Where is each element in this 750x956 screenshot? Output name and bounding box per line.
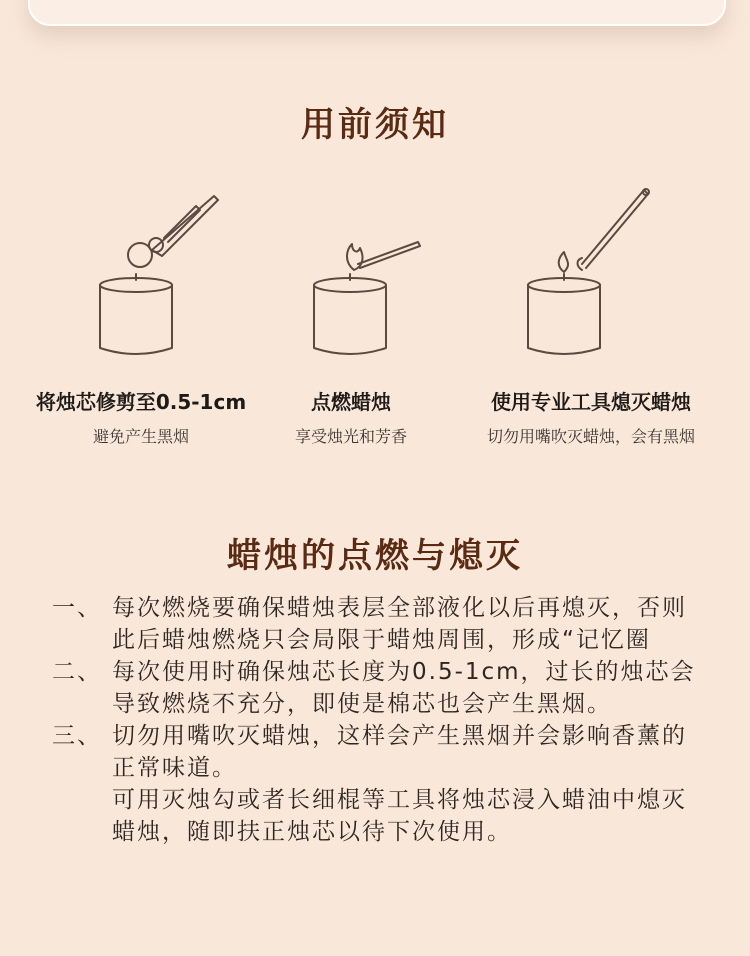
wick-dipper-candle-icon — [522, 180, 662, 370]
match-lighting-candle-icon — [308, 180, 448, 370]
step-desc: 享受烛光和芳香 — [294, 427, 407, 446]
top-card — [28, 0, 726, 26]
note-item — [52, 720, 712, 784]
step-title: 使用专业工具熄灭蜡烛 — [491, 390, 691, 414]
wick-trimmer-candle-icon — [96, 180, 236, 370]
section-title-lighting-extinguishing: 蜡烛的点燃与熄灭 — [227, 536, 523, 576]
note-number: 二、 — [52, 659, 102, 685]
section-title-before-use: 用前须知 — [301, 105, 449, 145]
step-desc: 切勿用嘴吹灭蜡烛，会有黑烟 — [486, 427, 695, 446]
notes-list — [52, 592, 712, 848]
step-extinguish-candle — [446, 388, 736, 450]
note-text: 每次燃烧要确保蜡烛表层全部液化以后再熄灭，否则此后蜡烛燃烧只会局限于蜡烛周围，形成“记忆圈 — [112, 595, 687, 653]
note-extra-text: 可用灭烛勾或者长细棍等工具将烛芯浸入蜡油中熄灭蜡烛，随即扶正烛芯以待下次使用。 — [112, 787, 687, 845]
note-number: 三、 — [52, 723, 102, 749]
note-number: 一、 — [52, 595, 102, 621]
note-text: 每次使用时确保烛芯长度为0.5-1cm，过长的烛芯会导致燃烧不充分，即使是棉芯也会产生黑烟。 — [112, 659, 696, 717]
step-light-candle — [226, 388, 476, 450]
note-item — [52, 592, 712, 656]
step-title: 点燃蜡烛 — [311, 390, 391, 414]
step-desc: 避免产生黑烟 — [92, 427, 189, 446]
note-text: 切勿用嘴吹灭蜡烛，这样会产生黑烟并会影响香薰的正常味道。 — [112, 723, 687, 781]
note-item — [52, 656, 712, 720]
step-title: 将烛芯修剪至0.5-1cm — [35, 390, 247, 414]
